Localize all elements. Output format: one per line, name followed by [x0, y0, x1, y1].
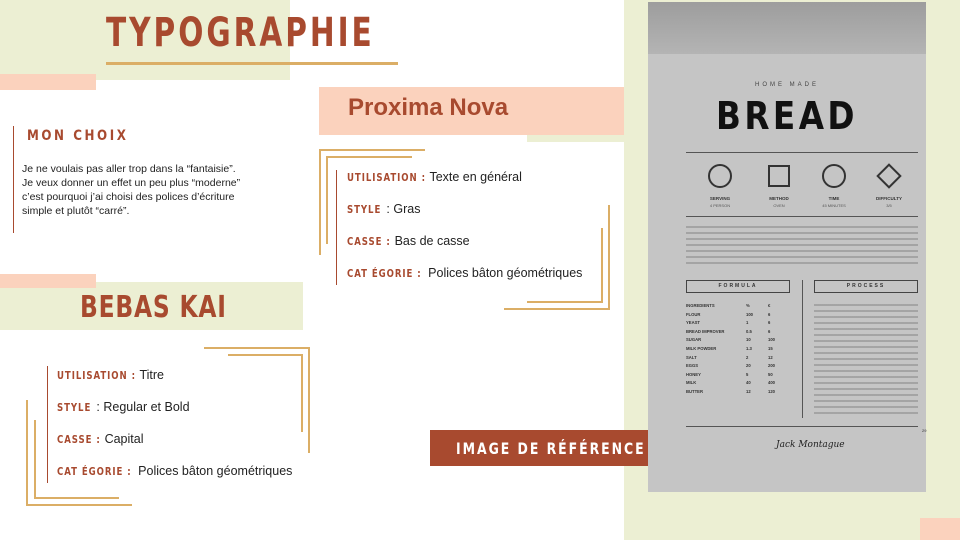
- proxima-bracket-left-outer: [319, 149, 321, 255]
- poster-ingredient-cell: SALT: [686, 354, 697, 360]
- poster-ingredient-cell: 12: [768, 354, 773, 360]
- poster-icon-label: SERVING: [709, 196, 731, 201]
- proxima-spec-utilisation: [347, 170, 522, 184]
- poster-icon-label: METHOD: [769, 196, 789, 201]
- bebas-bracket-top-outer: [204, 347, 310, 349]
- spec-value: Capital: [104, 432, 144, 446]
- poster-ingredient-cell: 1: [746, 320, 749, 326]
- poster-ingredient-cell: 100: [746, 311, 753, 317]
- poster-ingredient-cell: 50: [768, 371, 773, 377]
- poster-divider: [686, 426, 918, 427]
- page-title: TYPOGRAPHIE: [106, 10, 375, 56]
- poster-ingredient-cell: EGGS: [686, 363, 699, 369]
- bebas-bracket-right-outer: [308, 347, 310, 453]
- poster-ingredient-row: [686, 371, 790, 380]
- reference-poster-image[interactable]: [648, 2, 926, 492]
- poster-ingredient-row: [686, 302, 790, 311]
- clock-icon: [822, 164, 846, 188]
- reference-image-button[interactable]: [430, 430, 684, 466]
- poster-ingredient-row: [686, 328, 790, 337]
- poster-ingredient-cell: 120: [768, 388, 775, 394]
- mon-choix-line: simple et plutôt “carré”.: [22, 205, 130, 217]
- poster-icon-label: TIME: [828, 196, 840, 201]
- proxima-bracket-right-inner: [601, 228, 603, 302]
- poster-page-number: 29: [922, 428, 927, 433]
- poster-ingredient-cell: 100: [768, 337, 775, 343]
- poster-ingredient-cell: YEAST: [686, 320, 700, 326]
- poster-ingredient-row: [686, 311, 790, 320]
- proxima-spec-style: [347, 202, 420, 216]
- poster-ingredient-cell: HONEY: [686, 371, 701, 377]
- poster-texture-band: [648, 2, 926, 54]
- bebas-bracket-right-inner: [301, 354, 303, 432]
- poster-icon-value: 3/5: [886, 203, 892, 208]
- bebas-spec-rule: [47, 366, 48, 483]
- mon-choix-line: c’est pourquoi j’ai choisi des polices d’écriture: [22, 191, 235, 203]
- poster-ingredient-row: [686, 379, 790, 388]
- bebas-spec-categorie: [57, 464, 292, 478]
- bebas-bracket-bottom-outer: [26, 504, 132, 506]
- poster-ingredient-row: [686, 319, 790, 328]
- bg-block-peach-top: [0, 74, 96, 90]
- poster-ingredient-row: [686, 336, 790, 345]
- proxima-bracket-top-outer: [319, 149, 425, 151]
- plate-icon: [708, 164, 732, 188]
- poster-column-divider: [802, 280, 803, 418]
- bebas-bracket-bottom-inner: [34, 497, 119, 499]
- bebas-title: BEBAS KAI: [80, 290, 227, 325]
- poster-ingredient-cell: 12: [746, 388, 751, 394]
- mon-choix-rule: [13, 126, 14, 233]
- poster-ingredient-cell: 6: [768, 320, 771, 326]
- bg-block-peach-bottom-right: [920, 518, 960, 540]
- bebas-spec-style: [57, 400, 190, 414]
- poster-ingredient-row: [686, 345, 790, 354]
- spec-key: STYLE: [347, 203, 382, 216]
- spec-key: CASSE :: [57, 433, 101, 446]
- spec-key: CAT ÉGORIE :: [347, 267, 422, 280]
- spec-key: CAT ÉGORIE :: [57, 465, 132, 478]
- poster-ingredient-cell: 200: [768, 363, 775, 369]
- poster-ingredient-row: [686, 362, 790, 371]
- spec-value: Polices bâton géométriques: [428, 266, 583, 280]
- bebas-spec-utilisation: [57, 368, 164, 382]
- bebas-bracket-left-inner: [34, 420, 36, 499]
- bebas-bracket-top-inner: [228, 354, 303, 356]
- poster-ingredient-cell: %: [746, 303, 750, 308]
- spec-key: CASSE :: [347, 235, 391, 248]
- poster-intro-text: [686, 226, 918, 266]
- proxima-bracket-top-inner: [326, 156, 412, 158]
- mon-choix-line: Je ne voulais pas aller trop dans la “fantaisie”.: [22, 163, 236, 175]
- poster-icon-label: DIFFICULTY: [876, 196, 902, 201]
- spec-key: UTILISATION :: [57, 369, 136, 382]
- poster-formula-label: FORMULA: [718, 283, 758, 289]
- poster-ingredient-cell: FLOUR: [686, 311, 701, 317]
- bebas-spec-casse: [57, 432, 144, 446]
- proxima-bracket-left-inner: [326, 156, 328, 244]
- proxima-spec-casse: [347, 234, 470, 248]
- poster-ingredient-cell: MILK: [686, 380, 697, 386]
- bg-block-peach-mid: [0, 274, 96, 288]
- poster-ingredient-cell: BREAD IMPROVER: [686, 328, 725, 334]
- spec-key: STYLE: [57, 401, 92, 414]
- poster-ingredient-cell: MILK POWDER: [686, 345, 717, 351]
- poster-process-box: [814, 280, 918, 293]
- poster-process-label: PROCESS: [846, 283, 886, 289]
- poster-ingredient-row: [686, 388, 790, 397]
- spec-key: UTILISATION :: [347, 171, 426, 184]
- proxima-title: Proxima Nova: [348, 94, 509, 121]
- poster-icon-value: OVEN: [773, 203, 785, 208]
- poster-ingredient-cell: BUTTER: [686, 388, 703, 394]
- poster-title: BREAD: [715, 94, 859, 138]
- poster-ingredient-cell: 2: [746, 354, 749, 360]
- spec-value: Texte en général: [429, 170, 522, 184]
- spec-value: Bas de casse: [394, 234, 470, 248]
- poster-icon-value: 4 PERSON: [709, 203, 731, 208]
- poster-ingredient-cell: 20: [746, 363, 751, 369]
- poster-formula-box: [686, 280, 790, 293]
- bebas-bracket-left-outer: [26, 400, 28, 506]
- poster-signature: Jack Montague: [776, 440, 845, 450]
- poster-process-text: [814, 304, 918, 418]
- poster-ingredient-cell: SUGAR: [686, 337, 702, 343]
- poster-divider: [686, 216, 918, 217]
- poster-ingredient-cell: INGREDIENTS: [686, 303, 715, 308]
- diamond-icon: [876, 163, 901, 188]
- spec-value: : Regular et Bold: [96, 400, 190, 414]
- proxima-bracket-bottom-outer: [504, 308, 610, 310]
- poster-ingredient-cell: 0.5: [746, 328, 752, 334]
- reference-image-label: IMAGE DE RÉFÉRENCE: [456, 439, 646, 458]
- mon-choix-heading: MON CHOIX: [27, 128, 129, 144]
- poster-divider: [686, 152, 918, 153]
- poster-ingredient-table: [686, 302, 790, 397]
- poster-ingredient-cell: 15: [768, 345, 773, 351]
- mon-choix-line: Je veux donner un effet un peu plus “moderne”: [22, 177, 241, 189]
- proxima-bracket-right-outer: [608, 205, 610, 310]
- poster-ingredient-cell: 1.3: [746, 345, 752, 351]
- poster-ingredient-row: [686, 354, 790, 363]
- poster-ingredient-cell: 5: [746, 371, 749, 377]
- spec-value: Polices bâton géométriques: [138, 464, 293, 478]
- spec-value: : Gras: [386, 202, 421, 216]
- poster-ingredient-cell: 10: [746, 337, 751, 343]
- poster-kicker: HOME MADE: [754, 82, 819, 88]
- proxima-spec-categorie: [347, 266, 582, 280]
- title-underline: [106, 62, 398, 65]
- poster-icon-value: 45 MINUTES: [822, 203, 846, 208]
- poster-ingredient-cell: 400: [768, 380, 775, 386]
- poster-ingredient-cell: 6: [768, 311, 771, 317]
- proxima-spec-rule: [336, 170, 337, 285]
- oven-icon: [768, 165, 790, 187]
- mon-choix-text: [22, 162, 240, 218]
- spec-value: Titre: [139, 368, 164, 382]
- poster-ingredient-cell: €: [768, 303, 771, 308]
- proxima-bracket-bottom-inner: [527, 301, 603, 303]
- poster-ingredient-cell: 6: [768, 328, 771, 334]
- poster-ingredient-cell: 40: [746, 380, 751, 386]
